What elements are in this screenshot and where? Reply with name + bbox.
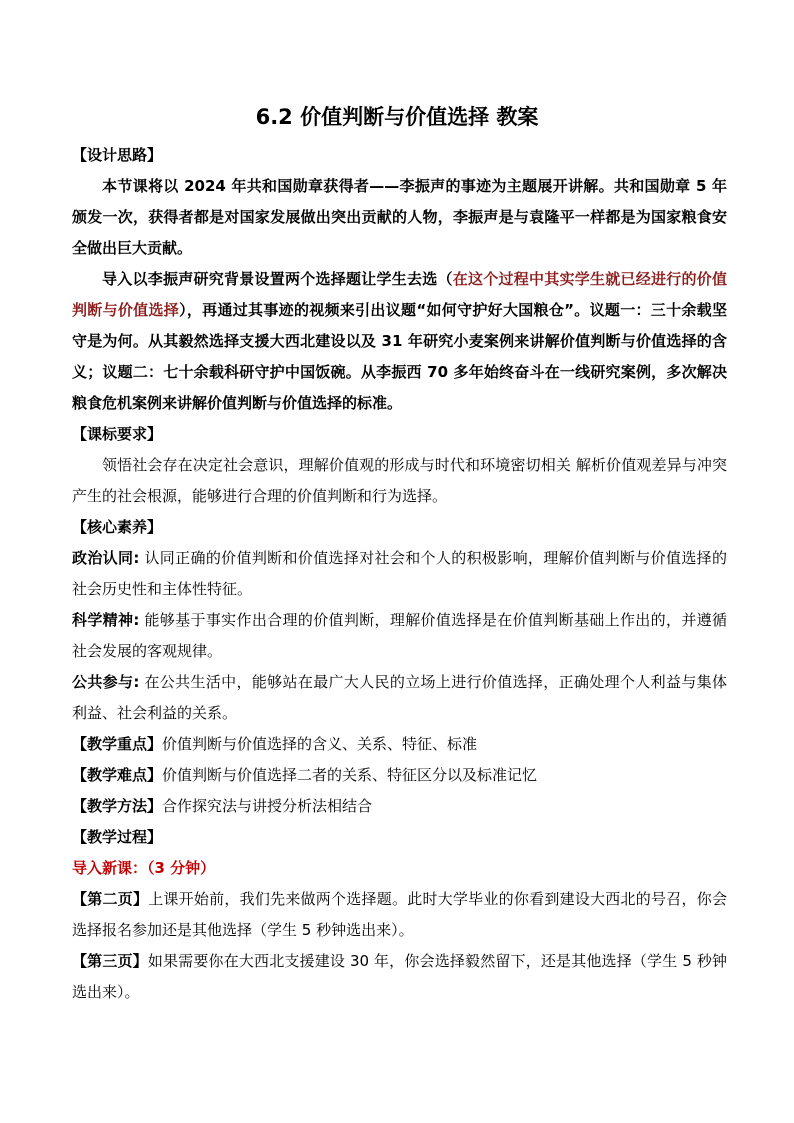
difficult-points-text: 价值判断与价值选择二者的关系、特征区分以及标准记忆 bbox=[162, 766, 538, 784]
design-paragraph-1: 本节课将以 2024 年共和国勋章获得者——李振声的事迹为主题展开讲解。共和国勋章 5 年颁发一次，获得者都是对国家发展做出突出贡献的人物，李振声是与袁隆平一样都是为国家粮食安全做出巨大贡献。 bbox=[72, 177, 727, 257]
design-p2-part-b: ），再通过其事迹的视频来引出议题“如何守护好大国粮仓”。议题一：三十余载坚守是为何。从其毅然选择支援大西北建设以及 31 年研究小麦案例来讲解价值判断与价值选择的含义；议题二：七十余载科研守护中国饭碗。从李振西 70 多年始终奋斗在一线研究案例，多次解决粮食危机案例来讲解价值判断与价值选择的标准。 bbox=[72, 301, 727, 412]
teaching-method-text: 合作探究法与讲授分析法相结合 bbox=[162, 797, 373, 815]
standard-text: 领悟社会存在决定社会意识，理解价值观的形成与时代和环境密切相关 解析价值观差异与冲突产生的社会根源，能够进行合理的价值判断和行为选择。 bbox=[72, 456, 727, 505]
process-heading: 【教学过程】 bbox=[72, 828, 163, 846]
literacy-label: 政治认同: bbox=[72, 549, 140, 567]
difficult-points-label: 【教学难点】 bbox=[72, 766, 163, 784]
design-paragraph-2 bbox=[72, 264, 727, 419]
design-p2-part-a: 导入以李振声研究背景设置两个选择题让学生去选（ bbox=[102, 270, 453, 288]
design-p2-highlight: 在这个过程中其实学生就已经进行的价值判断与价值选择 bbox=[72, 270, 727, 319]
page-two-item bbox=[72, 884, 727, 946]
intro-heading: 导入新课：（3 分钟） bbox=[72, 859, 216, 877]
literacy-item-public bbox=[72, 667, 727, 729]
literacy-text: 在公共生活中，能够站在最广大人民的立场上进行价值选择，正确处理个人利益与集体利益、社会利益的关系。 bbox=[72, 673, 727, 722]
document-body bbox=[72, 140, 727, 1008]
literacy-label: 公共参与: bbox=[72, 673, 140, 691]
design-heading: 【设计思路】 bbox=[72, 146, 163, 164]
page-three-label: 【第三页】 bbox=[72, 952, 148, 970]
literacy-item-political bbox=[72, 543, 727, 605]
key-points-text: 价值判断与价值选择的含义、关系、特征、标准 bbox=[162, 735, 478, 753]
key-points-label: 【教学重点】 bbox=[72, 735, 163, 753]
teaching-method-label: 【教学方法】 bbox=[72, 797, 163, 815]
literacy-heading: 【核心素养】 bbox=[72, 518, 163, 536]
difficult-points bbox=[72, 760, 727, 791]
literacy-label: 科学精神: bbox=[72, 611, 140, 629]
literacy-text: 能够基于事实作出合理的价值判断，理解价值选择是在价值判断基础上作出的，并遵循社会发展的客观规律。 bbox=[72, 611, 727, 660]
page-two-label: 【第二页】 bbox=[72, 890, 149, 908]
literacy-item-science bbox=[72, 605, 727, 667]
teaching-method bbox=[72, 791, 727, 822]
document-title: 6.2 价值判断与价值选择 教案 bbox=[255, 105, 539, 129]
literacy-text: 认同正确的价值判断和价值选择对社会和个人的积极影响，理解价值判断与价值选择的社会历史性和主体性特征。 bbox=[72, 549, 727, 598]
page-three-text: 如果需要你在大西北支援建设 30 年，你会选择毅然留下，还是其他选择（学生 5 秒钟选出来）。 bbox=[72, 952, 727, 1001]
key-points bbox=[72, 729, 727, 760]
standard-heading: 【课标要求】 bbox=[72, 425, 163, 443]
page-three-item bbox=[72, 946, 727, 1008]
page-two-text: 上课开始前，我们先来做两个选择题。此时大学毕业的你看到建设大西北的号召，你会选择报名参加还是其他选择（学生 5 秒钟选出来）。 bbox=[72, 890, 727, 939]
